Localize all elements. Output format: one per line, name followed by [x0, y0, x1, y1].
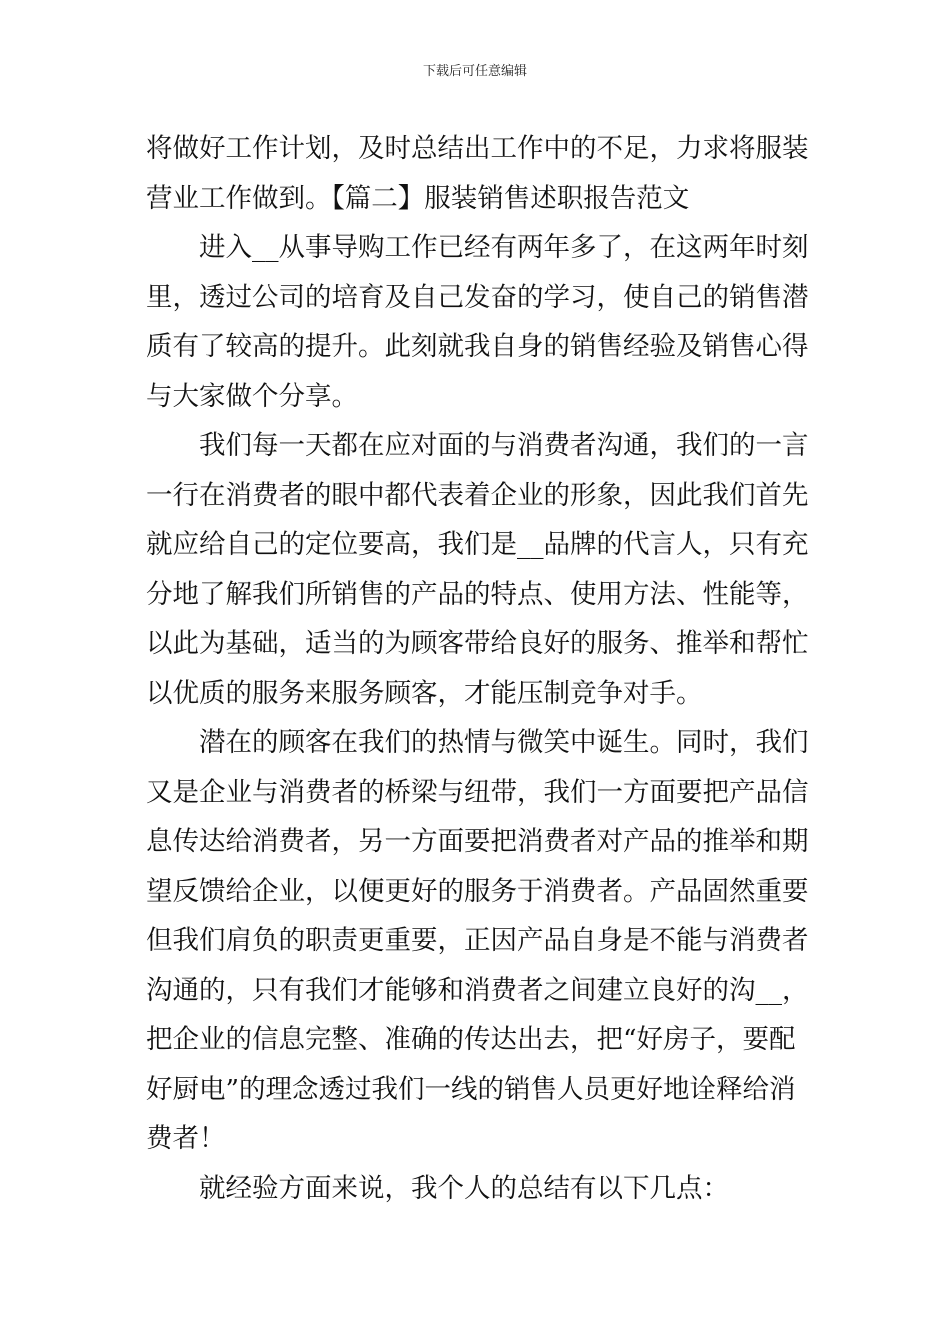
- text-line: 就经验方面来说，我个人的总结有以下几点：: [199, 1172, 729, 1204]
- text-line: 与大家做个分享。: [146, 380, 358, 412]
- text-line: 又是企业与消费者的桥梁与纽带，我们一方面要把产品信: [146, 776, 809, 808]
- text-line: 费者！: [146, 1123, 226, 1154]
- text-line: 以优质的服务来服务顾客，才能压制竞争对手。: [146, 677, 703, 709]
- text-line: 分地了解我们所销售的产品的特点、使用方法、性能等，: [146, 578, 809, 610]
- text-line: 以此为基础，适当的为顾客带给良好的服务、推举和帮忙: [146, 628, 809, 659]
- text-line: 息传达给消费者，另一方面要把消费者对产品的推举和期: [146, 826, 809, 857]
- text-line: 质有了较高的提升。此刻就我自身的销售经验及销售心得: [146, 331, 809, 362]
- document-body: [146, 124, 809, 1213]
- paragraph-3: [146, 421, 809, 718]
- text-line: 好厨电”的理念透过我们一线的销售人员更好地诠释给消: [146, 1073, 796, 1105]
- paragraph-4: [146, 718, 809, 1164]
- paragraph-5: [146, 1164, 806, 1214]
- text-line: 进入__从事导购工作已经有两年多了，在这两年时刻: [199, 232, 809, 263]
- text-line: 一行在消费者的眼中都代表着企业的形象，因此我们首先: [146, 479, 809, 511]
- paragraph-2: [146, 223, 809, 421]
- text-line: 就应给自己的定位要高，我们是__品牌的代言人，只有充: [146, 529, 809, 560]
- text-line: 里，透过公司的培育及自己发奋的学习，使自己的销售潜: [146, 281, 809, 313]
- text-line: 望反馈给企业，以便更好的服务于消费者。产品固然重要: [146, 875, 809, 907]
- text-line: 潜在的顾客在我们的热情与微笑中诞生。同时，我们: [199, 727, 809, 758]
- text-line: 把企业的信息完整、准确的传达出去，把“好房子，要配: [146, 1024, 796, 1055]
- text-line: 我们每一天都在应对面的与消费者沟通，我们的一言: [199, 430, 809, 461]
- page-header: 下载后可任意编辑: [422, 64, 527, 79]
- paragraph-1: [146, 124, 809, 223]
- text-line: 将做好工作计划，及时总结出工作中的不足，力求将服装: [146, 133, 809, 164]
- text-line: 但我们肩负的职责更重要，正因产品自身是不能与消费者: [146, 925, 809, 956]
- text-line: 营业工作做到。【篇二】服装销售述职报告范文: [146, 182, 690, 214]
- text-line: 沟通的，只有我们才能够和消费者之间建立良好的沟__，: [146, 974, 809, 1006]
